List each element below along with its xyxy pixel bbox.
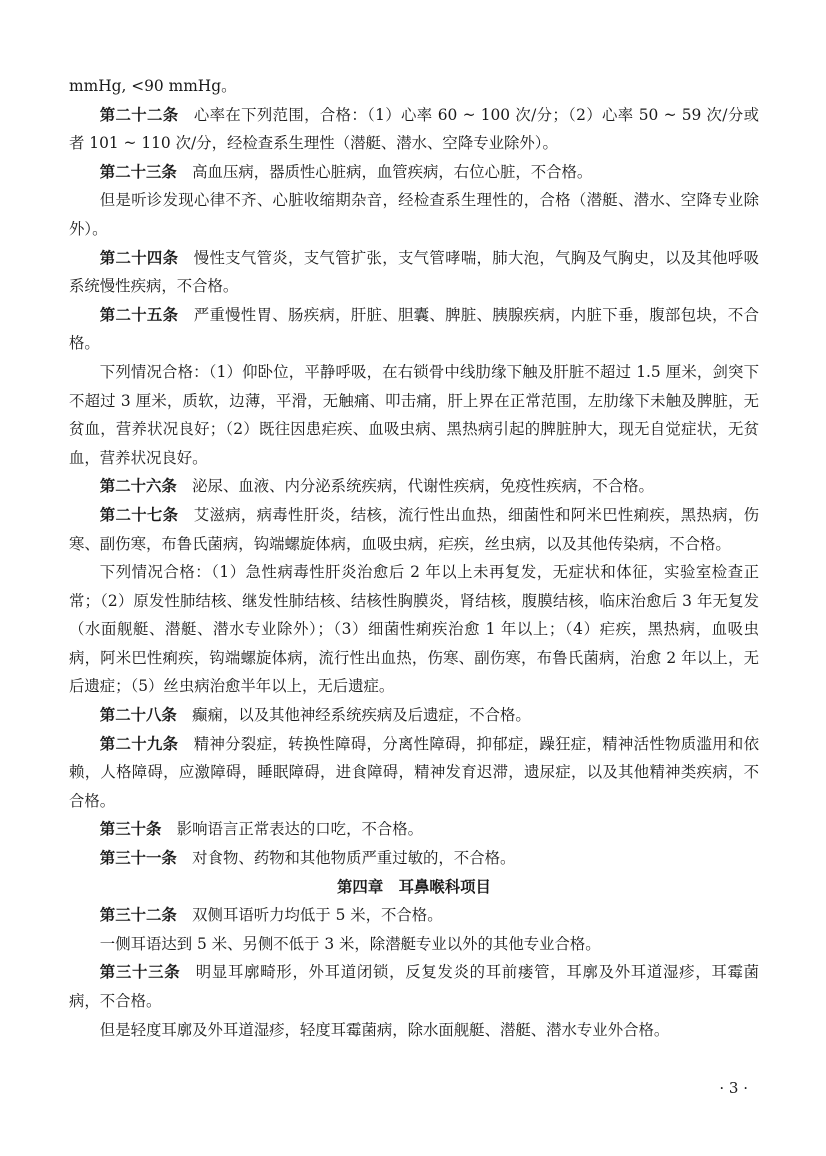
article-label: 第二十八条 (99, 706, 177, 725)
article-paragraph (69, 901, 759, 930)
article-label: 第二十七条 (99, 505, 179, 524)
article-paragraph (69, 244, 759, 301)
article-text: 明显耳廓畸形，外耳道闭锁，反复发炎的耳前瘘管，耳廓及外耳道湿疹，耳霉菌病，不合格。 (69, 963, 759, 1010)
article-label: 第二十六条 (99, 477, 177, 496)
article-label: 第二十九条 (99, 734, 179, 753)
article-text: 慢性支气管炎，支气管扩张，支气管哮喘，肺大泡，气胸及气胸史，以及其他呼吸系统慢性疾病，不合格。 (69, 248, 759, 296)
body-paragraph: 一侧耳语达到 5 米、另侧不低于 3 米，除潜艇专业以外的其他专业合格。 (99, 934, 601, 953)
continuation-text: mmHg, <90 mmHg。 (69, 77, 237, 95)
article-text: 心率在下列范围，合格：（1）心率 60 ~ 100 次/分；（2）心率 50 ~ 59 次/分或者 101 ~ 110 次/分，经检查系生理性（潜艇、潜水、空降专业除外）。 (69, 105, 759, 153)
article-paragraph (69, 301, 759, 358)
article-text: 精神分裂症，转换性障碍，分离性障碍，抑郁症，躁狂症，精神活性物质滥用和依赖，人格障碍，应激障碍，睡眠障碍，进食障碍，精神发育迟滞，遗尿症，以及其他精神类疾病，不合格。 (69, 734, 759, 810)
article-paragraph (69, 730, 759, 816)
article-label: 第二十三条 (99, 162, 177, 181)
page-number: · 3 · (719, 1079, 748, 1097)
article-text: 癫痫，以及其他神经系统疾病及后遗症，不合格。 (192, 706, 531, 725)
chapter-heading: 第四章 耳鼻喉科项目 (337, 877, 491, 896)
body-paragraph: 下列情况合格：（1）仰卧位，平静呼吸，在右锁骨中线肋缘下触及肝脏不超过 1.5 厘米，剑突下不超过 3 厘米，质软，边薄，平滑，无触痛、叩击痛，肝上界在正常范围，左肋缘下未触及脾脏，无贫血，营养状况良好；（2）既往因患疟疾、血吸虫病、黑热病引起的脾脏肿大，现无自觉症状，无贫血，营养状况良好。 (69, 362, 759, 467)
article-text: 双侧耳语听力均低于 5 米，不合格。 (192, 906, 443, 925)
article-paragraph (69, 844, 759, 873)
body-paragraph: 下列情况合格：（1）急性病毒性肝炎治愈后 2 年以上未再复发，无症状和体征，实验室检查正常；（2）原发性肺结核、继发性肺结核、结核性胸膜炎，肾结核，腹膜结核，临床治愈后 3 年无复发（水面舰艇、潜艇、潜水专业除外）；（3）细菌性痢疾治愈 1 年以上；（4）疟疾，黑热病，血吸虫病，阿米巴性痢疾，钩端螺旋体病，流行性出血热，伤寒、副伤寒，布鲁氏菌病，治愈 2 年以上，无后遗症；（5）丝虫病治愈半年以上，无后遗症。 (69, 563, 759, 696)
article-text: 高血压病，器质性心脏病，血管疾病，右位心脏，不合格。 (192, 162, 593, 181)
article-paragraph (69, 158, 759, 187)
article-text: 对食物、药物和其他物质严重过敏的，不合格。 (192, 849, 516, 868)
body-paragraph: 但是轻度耳廓及外耳道湿疹，轻度耳霉菌病，除水面舰艇、潜艇、潜水专业外合格。 (99, 1020, 670, 1039)
article-text: 艾滋病，病毒性肝炎，结核，流行性出血热，细菌性和阿米巴性痢疾，黑热病，伤寒、副伤寒，布鲁氏菌病，钩端螺旋体病，血吸虫病，疟疾，丝虫病，以及其他传染病，不合格。 (69, 505, 759, 553)
article-paragraph (69, 501, 759, 558)
article-paragraph (69, 101, 759, 158)
body-paragraph: 但是听诊发现心律不齐、心脏收缩期杂音，经检查系生理性的，合格（潜艇、潜水、空降专业除外）。 (69, 191, 759, 238)
article-label: 第三十一条 (99, 849, 177, 868)
article-label: 第二十二条 (99, 105, 179, 124)
article-label: 第二十四条 (99, 248, 179, 267)
article-label: 第三十三条 (99, 963, 181, 982)
article-text: 严重慢性胃、肠疾病，肝脏、胆囊、脾脏、胰腺疾病，内脏下垂，腹部包块，不合格。 (69, 305, 759, 353)
article-paragraph (69, 958, 759, 1015)
article-text: 泌尿、血液、内分泌系统疾病，代谢性疾病，免疫性疾病，不合格。 (192, 477, 654, 496)
document-body (69, 72, 759, 1044)
article-paragraph (69, 815, 759, 844)
article-label: 第二十五条 (99, 305, 179, 324)
article-label: 第三十条 (99, 820, 162, 839)
article-paragraph (69, 472, 759, 501)
article-text: 影响语言正常表达的口吃，不合格。 (176, 820, 424, 839)
article-label: 第三十二条 (99, 906, 177, 925)
article-paragraph (69, 701, 759, 730)
